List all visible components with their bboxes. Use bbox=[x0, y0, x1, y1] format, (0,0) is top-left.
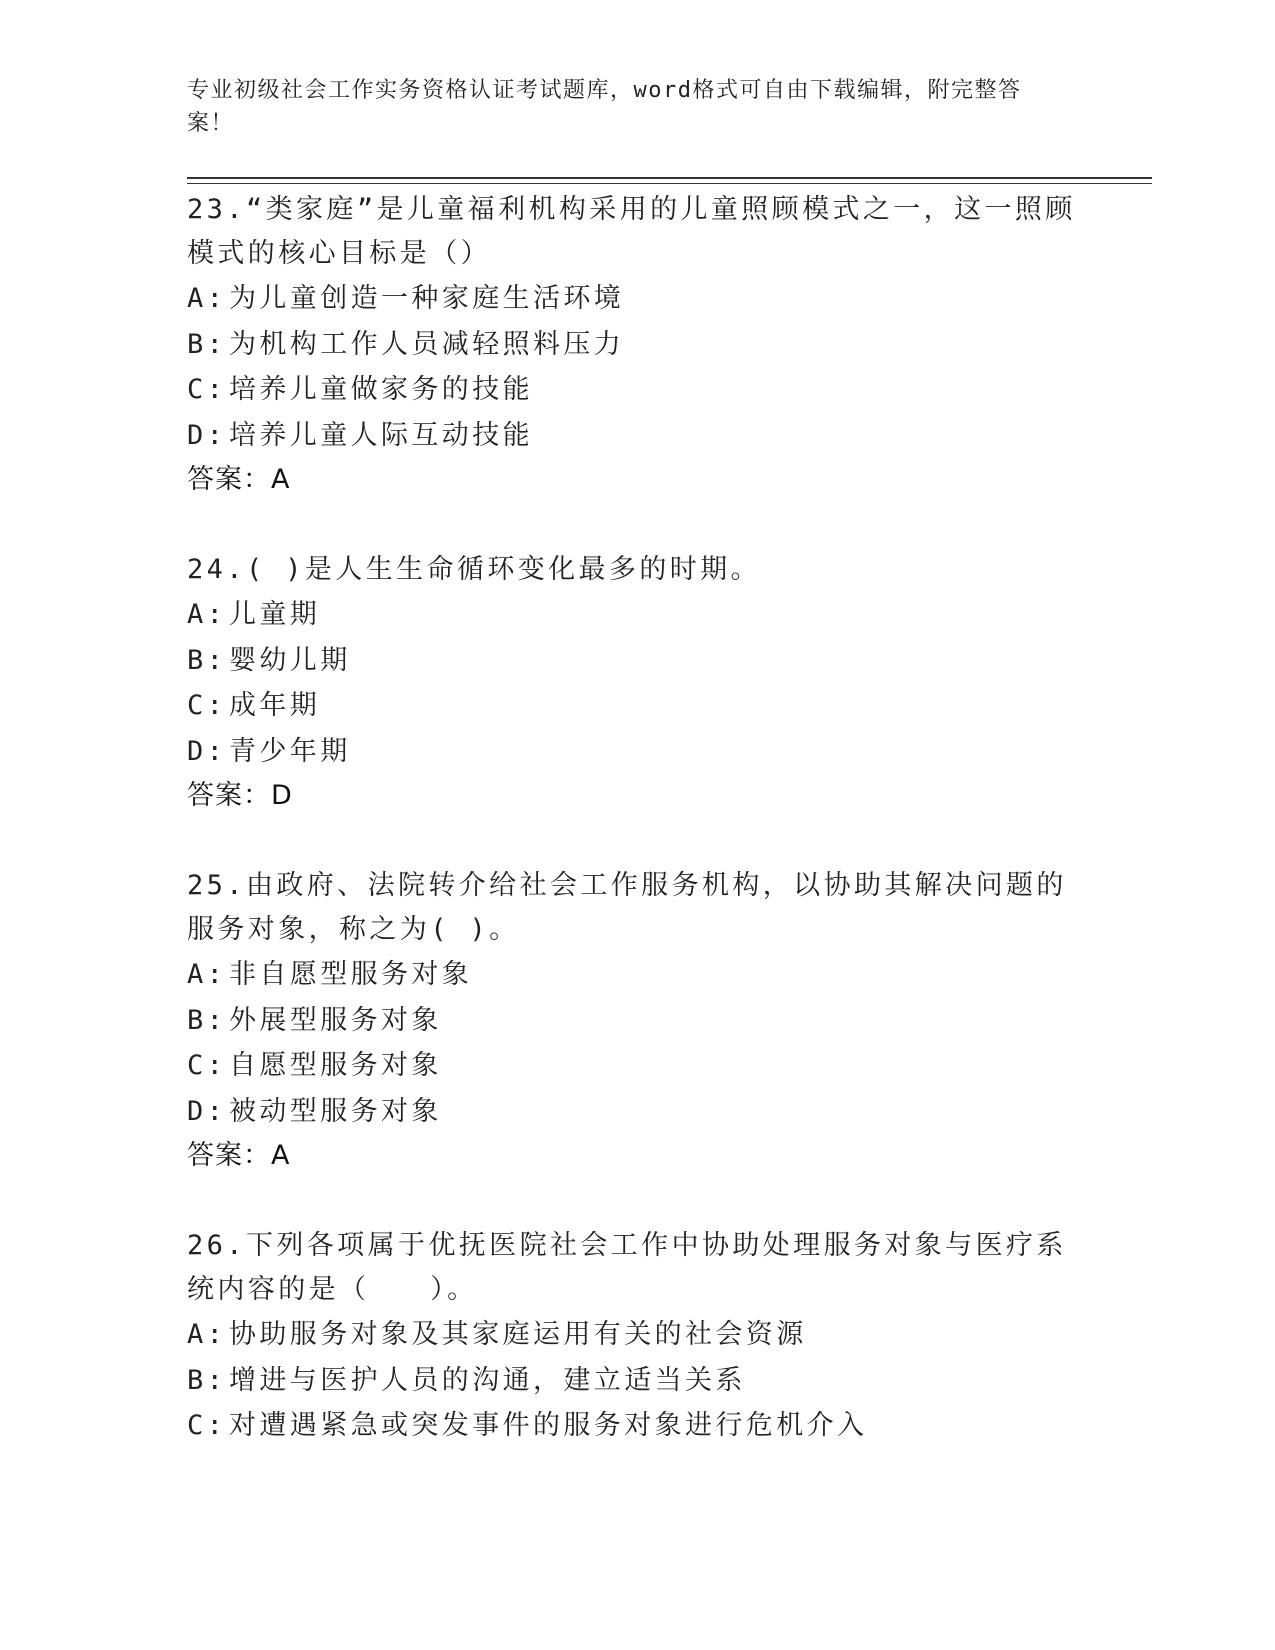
header-divider-thick bbox=[187, 177, 1152, 179]
question-26 bbox=[187, 1224, 1087, 1449]
option-text: 非自愿型服务对象 bbox=[229, 959, 473, 990]
option-a bbox=[187, 276, 1087, 322]
option-b bbox=[187, 322, 1087, 368]
option-d bbox=[187, 1089, 1087, 1135]
option-c bbox=[187, 683, 1087, 729]
page-header: 专业初级社会工作实务资格认证考试题库，word格式可自由下载编辑，附完整答案！ bbox=[187, 78, 1022, 136]
option-c bbox=[187, 367, 1087, 413]
question-stem: 25.由政府、法院转介给社会工作服务机构，以协助其解决问题的服务对象，称之为( )。 bbox=[187, 870, 1067, 945]
option-d bbox=[187, 413, 1087, 459]
option-c bbox=[187, 1403, 1087, 1449]
option-key: C: bbox=[187, 690, 227, 721]
answer-line: 答案：A bbox=[187, 464, 291, 495]
option-text: 为机构工作人员减轻照料压力 bbox=[229, 328, 625, 360]
option-text: 外展型服务对象 bbox=[229, 1004, 442, 1036]
option-key: B: bbox=[187, 1364, 227, 1396]
option-text: 被动型服务对象 bbox=[229, 1095, 442, 1127]
question-stem: 24.( )是人生生命循环变化最多的时期。 bbox=[187, 554, 761, 585]
option-text: 培养儿童做家务的技能 bbox=[229, 374, 533, 405]
option-key: B: bbox=[187, 644, 227, 676]
option-text: 协助服务对象及其家庭运用有关的社会资源 bbox=[229, 1319, 807, 1350]
option-key: D: bbox=[187, 1095, 227, 1127]
option-text: 青少年期 bbox=[229, 735, 351, 767]
option-d bbox=[187, 729, 1087, 775]
option-text: 对遭遇紧急或突发事件的服务对象进行危机介入 bbox=[229, 1410, 868, 1441]
option-a bbox=[187, 952, 1087, 998]
option-text: 儿童期 bbox=[229, 599, 321, 630]
option-text: 增进与医护人员的沟通，建立适当关系 bbox=[229, 1364, 746, 1396]
option-key: A: bbox=[187, 1319, 227, 1350]
question-24 bbox=[187, 548, 1087, 818]
option-key: A: bbox=[187, 599, 227, 630]
option-key: A: bbox=[187, 283, 227, 314]
option-key: C: bbox=[187, 374, 227, 405]
option-b bbox=[187, 998, 1087, 1044]
question-23 bbox=[187, 188, 1087, 502]
answer-line: 答案：A bbox=[187, 1140, 291, 1171]
option-b bbox=[187, 1358, 1087, 1404]
option-text: 为儿童创造一种家庭生活环境 bbox=[229, 283, 625, 314]
option-b bbox=[187, 638, 1087, 684]
option-text: 培养儿童人际互动技能 bbox=[229, 419, 533, 451]
option-key: B: bbox=[187, 328, 227, 360]
option-text: 成年期 bbox=[229, 690, 321, 721]
question-stem: 26.下列各项属于优抚医院社会工作中协助处理服务对象与医疗系统内容的是（ ）。 bbox=[187, 1230, 1067, 1305]
option-c bbox=[187, 1043, 1087, 1089]
option-text: 自愿型服务对象 bbox=[229, 1050, 442, 1081]
answer-line: 答案：D bbox=[187, 780, 293, 811]
option-key: D: bbox=[187, 419, 227, 451]
option-key: C: bbox=[187, 1410, 227, 1441]
option-key: B: bbox=[187, 1004, 227, 1036]
question-stem: 23.“类家庭”是儿童福利机构采用的儿童照顾模式之一，这一照顾模式的核心目标是（） bbox=[187, 194, 1076, 269]
option-text: 婴幼儿期 bbox=[229, 644, 351, 676]
option-key: C: bbox=[187, 1050, 227, 1081]
question-list bbox=[187, 188, 1087, 1495]
option-key: D: bbox=[187, 735, 227, 767]
question-25 bbox=[187, 864, 1087, 1178]
option-a bbox=[187, 592, 1087, 638]
option-key: A: bbox=[187, 959, 227, 990]
option-a bbox=[187, 1312, 1087, 1358]
header-divider-thin bbox=[187, 183, 1152, 184]
